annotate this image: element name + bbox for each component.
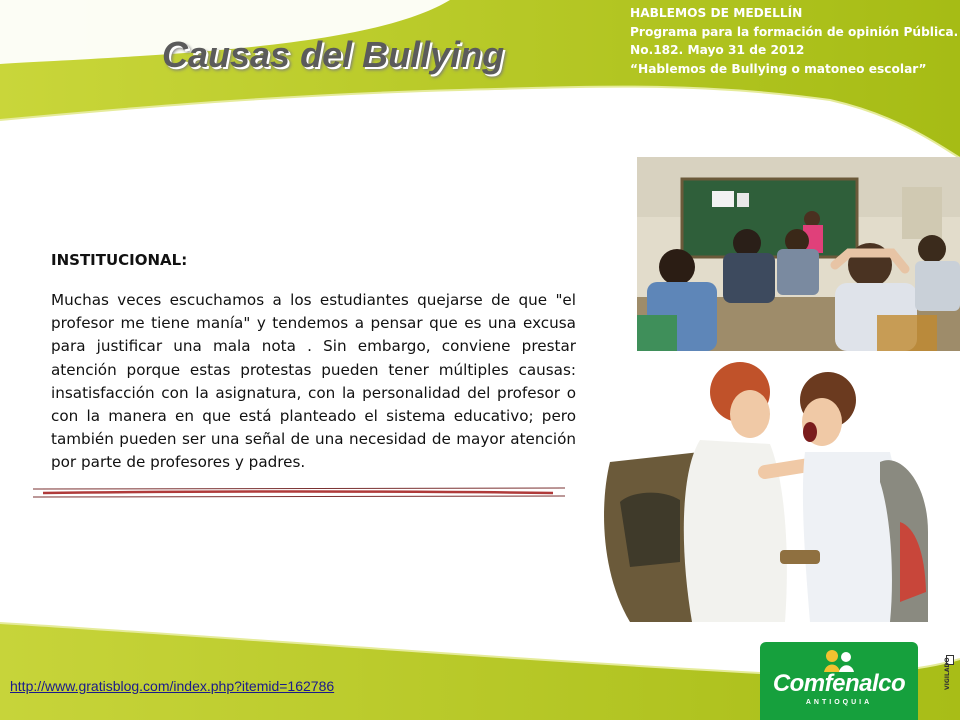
source-link[interactable]: http://www.gratisblog.com/index.php?itemid=162786 (10, 678, 335, 694)
program-info (630, 4, 959, 78)
section-body: Muchas veces escuchamos a los estudiantes quejarse de que "el profesor me tiene manía" y tendemos a pensar que es una excusa para justificar una mala nota . Sin embargo, conviene prestar atención porque estas protestas pueden tener múltiples causas: insatisfacción con la asignatura, con la personalidad del profesor o con la manera en que está planteado el sistema educativo; pero también pueden ser una señal de una necesidad de mayor atención por parte de profesores y padres. (51, 291, 576, 472)
program-topic: “Hablemos de Bullying o matoneo escolar” (630, 61, 927, 76)
program-name: HABLEMOS DE MEDELLÍN (630, 6, 803, 20)
content-section (51, 251, 576, 475)
page-title: Causas del Bullying (162, 34, 505, 75)
bullying-photo (600, 352, 930, 642)
section-heading: INSTITUCIONAL: (51, 251, 188, 269)
logo-region: ANTIOQUIA (805, 699, 873, 706)
program-subtitle: Programa para la formación de opinión Pública. (630, 24, 959, 39)
program-issue: No.182. Mayo 31 de 2012 (630, 43, 805, 57)
logo-name: Comfenalco (772, 670, 906, 697)
comfenalco-logo (760, 642, 918, 720)
vigilado-label: VIGILADO (944, 657, 951, 690)
divider-line (33, 486, 565, 500)
classroom-photo (637, 157, 960, 351)
